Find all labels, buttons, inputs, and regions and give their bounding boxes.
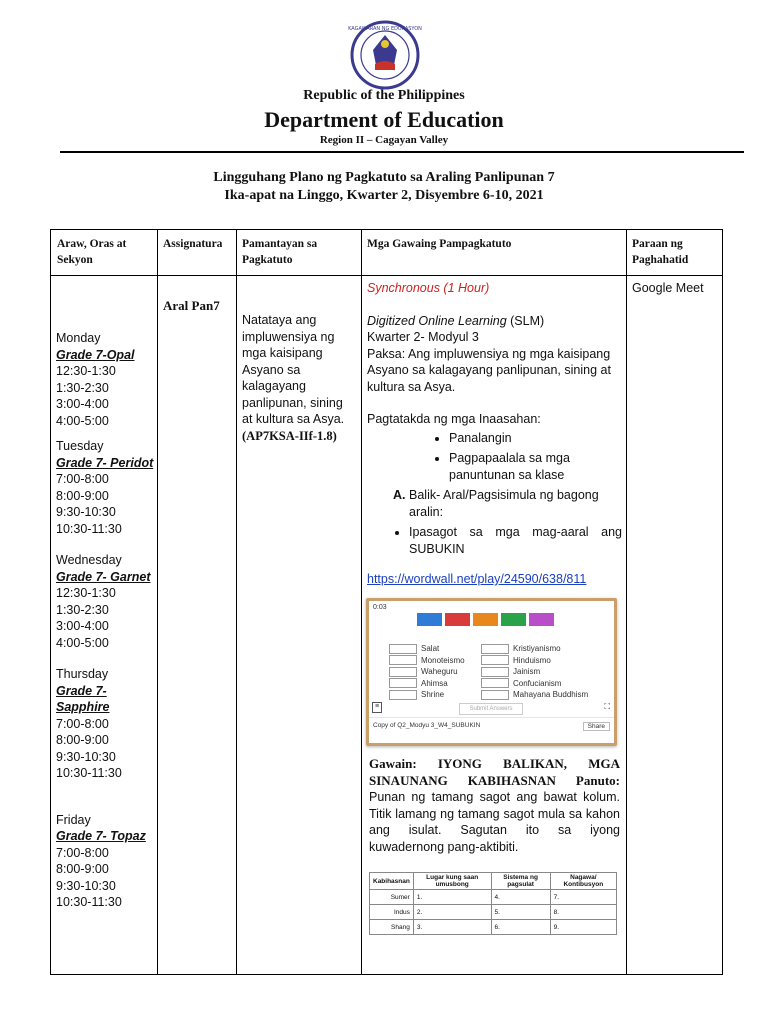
schedule-monday bbox=[56, 330, 156, 429]
table-header-row bbox=[370, 873, 617, 890]
republic-heading: Republic of the Philippines bbox=[303, 88, 465, 103]
match-row bbox=[389, 666, 604, 678]
time-slot: 8:00-9:00 bbox=[56, 862, 109, 876]
activity-title: Copy of Q2_Modyu 3_W4_SUBUKIN bbox=[373, 722, 481, 729]
column-header: Nagawa/ Kontibusyon bbox=[550, 873, 616, 890]
time-slot: 10:30-11:30 bbox=[56, 521, 122, 536]
drop-box[interactable] bbox=[481, 667, 509, 677]
answer-tile[interactable] bbox=[529, 613, 554, 626]
word-label: Kristiyanismo bbox=[513, 644, 561, 654]
drop-box[interactable] bbox=[389, 690, 417, 700]
footer-divider bbox=[369, 717, 614, 718]
share-button[interactable]: Share bbox=[583, 722, 610, 731]
word-label: Mahayana Buddhism bbox=[513, 690, 589, 700]
column-divider bbox=[361, 230, 362, 974]
time-slot: 9:30-10:30 bbox=[56, 878, 116, 893]
day-label: Monday bbox=[56, 331, 101, 345]
activity-footer bbox=[373, 722, 610, 731]
header-rule bbox=[60, 151, 744, 153]
day-label: Friday bbox=[56, 812, 91, 827]
synchronous-label: Synchronous (1 Hour) bbox=[367, 281, 490, 295]
list-item: • Panalangin bbox=[449, 430, 622, 447]
time-slot: 4:00-5:00 bbox=[56, 413, 109, 428]
header-assignatura: Assignatura bbox=[163, 238, 223, 250]
header-paraan: Paraan ng Paghahatid bbox=[632, 238, 689, 266]
word-label: Shrine bbox=[421, 690, 445, 700]
answer-tiles bbox=[417, 613, 554, 626]
table-cell: 2. bbox=[413, 905, 491, 920]
timer-label: 0:03 bbox=[373, 604, 387, 611]
table-cell: 3. bbox=[413, 920, 491, 935]
gawain-heading: Gawain: IYONG BALIKAN, MGA SINAUNANG KABIHASNAN Panuto: bbox=[369, 756, 620, 788]
list-item: • Pagpapaalala sa mga panuntunan sa klase bbox=[449, 450, 622, 483]
standard-cell bbox=[242, 312, 354, 444]
time-slot: 4:00-5:00 bbox=[56, 635, 109, 650]
table-cell: 6. bbox=[491, 920, 550, 935]
time-slot: 1:30-2:30 bbox=[56, 380, 109, 395]
plan-subtitle: Ika-apat na Linggo, Kwarter 2, Disyembre 6-10, 2021 bbox=[224, 188, 544, 203]
svg-text:KAGAWARAN NG EDUKASYON: KAGAWARAN NG EDUKASYON bbox=[348, 26, 422, 32]
word-label: Ahimsa bbox=[421, 678, 448, 688]
header-pamantayan: Pamantayan sa Pagkatuto bbox=[242, 238, 318, 266]
table-cell: Shang bbox=[370, 920, 414, 935]
time-slot: 9:30-10:30 bbox=[56, 749, 116, 764]
table-cell: Sumer bbox=[370, 890, 414, 905]
list-item: A. Balik- Aral/Pagsisimula ng bagong aralin: bbox=[409, 487, 622, 520]
word-label: Monoteismo bbox=[421, 655, 465, 665]
activities-cell bbox=[367, 280, 622, 588]
schedule-thursday bbox=[56, 666, 156, 782]
column-header: Lugar kung saan umusbong bbox=[413, 873, 491, 890]
drop-box[interactable] bbox=[389, 678, 417, 688]
time-slot: 1:30-2:30 bbox=[56, 602, 109, 617]
table-cell: 1. bbox=[413, 890, 491, 905]
day-label: Tuesday bbox=[56, 439, 104, 453]
wordwall-activity-preview[interactable] bbox=[366, 598, 617, 746]
word-label: Jainism bbox=[513, 667, 541, 677]
column-divider bbox=[236, 230, 237, 974]
schedule-tuesday bbox=[56, 438, 156, 537]
match-rows bbox=[389, 643, 604, 701]
grade-section: Grade 7- Garnet bbox=[56, 569, 151, 584]
wordwall-link[interactable]: https://wordwall.net/play/24590/638/811 bbox=[367, 572, 587, 586]
drop-box[interactable] bbox=[481, 655, 509, 665]
word-label: Waheguru bbox=[421, 667, 458, 677]
pagtatakda-label: Pagtatakda ng mga Inaasahan: bbox=[367, 412, 541, 426]
drop-box[interactable] bbox=[389, 667, 417, 677]
time-slot: 12:30-1:30 bbox=[56, 364, 116, 378]
table-row bbox=[370, 905, 617, 920]
schedule-wednesday bbox=[56, 552, 156, 651]
time-slot: 7:00-8:00 bbox=[56, 472, 109, 486]
answer-tile[interactable] bbox=[445, 613, 470, 626]
subject-cell: Aral Pan7 bbox=[163, 298, 220, 313]
table-cell: 4. bbox=[491, 890, 550, 905]
submit-answers-button[interactable]: Submit Answers bbox=[459, 703, 523, 715]
match-row bbox=[389, 643, 604, 655]
column-header: Sistema ng pagsulat bbox=[491, 873, 550, 890]
grade-section: Grade 7-Opal bbox=[56, 347, 135, 362]
department-heading: Department of Education bbox=[264, 107, 504, 132]
deped-seal-logo bbox=[325, 20, 445, 90]
plan-title: Lingguhang Plano ng Pagkatuto sa Araling Panlipunan 7 bbox=[213, 170, 555, 185]
table-cell: 5. bbox=[491, 905, 550, 920]
table-cell: 7. bbox=[550, 890, 616, 905]
time-slot: 8:00-9:00 bbox=[56, 733, 109, 747]
schedule-column bbox=[56, 318, 156, 911]
drop-box[interactable] bbox=[389, 655, 417, 665]
expectation-list bbox=[367, 430, 622, 484]
header-row-divider bbox=[51, 275, 722, 276]
grade-section: Grade 7- Sapphire bbox=[56, 683, 110, 714]
column-divider bbox=[157, 230, 158, 974]
table-row bbox=[370, 920, 617, 935]
gawain-instructions bbox=[369, 756, 620, 855]
drop-box[interactable] bbox=[481, 644, 509, 654]
column-divider bbox=[626, 230, 627, 974]
match-row bbox=[389, 655, 604, 667]
kwarter-label: Kwarter 2- Modyul 3 bbox=[367, 330, 479, 344]
table-cell: 8. bbox=[550, 905, 616, 920]
day-label: Wednesday bbox=[56, 553, 122, 567]
gawain-text: Punan ng tamang sagot ang bawat kolum. Titik lamang ng tamang sagot mula sa kahon ang isulat. Sagutan ito sa iyong kuwadernong pang-aktibiti. bbox=[369, 790, 620, 854]
list-item: • Ipasagot sa mga mag-aaral ang SUBUKIN bbox=[409, 524, 622, 557]
match-row bbox=[389, 689, 604, 701]
grade-section: Grade 7- Peridot bbox=[56, 455, 154, 470]
drop-box[interactable] bbox=[481, 678, 509, 688]
time-slot: 9:30-10:30 bbox=[56, 505, 116, 519]
paksa-text: Paksa: Ang impluwensiya ng mga kaisipang Asyano sa kalagayang panlipunan, sining at kultura sa Asya. bbox=[367, 346, 611, 394]
time-slot: 10:30-11:30 bbox=[56, 895, 122, 909]
drop-box[interactable] bbox=[481, 690, 509, 700]
answer-tile[interactable] bbox=[417, 613, 442, 626]
activity-list bbox=[367, 487, 622, 520]
table-cell: 9. bbox=[550, 920, 616, 935]
word-label: Salat bbox=[421, 644, 440, 654]
column-header: Kabihasnan bbox=[370, 873, 414, 890]
word-label: Hinduismo bbox=[513, 655, 551, 665]
time-slot: 3:00-4:00 bbox=[56, 619, 109, 633]
subukin-list bbox=[367, 524, 622, 557]
time-slot: 7:00-8:00 bbox=[56, 845, 109, 860]
delivery-cell: Google Meet bbox=[632, 281, 704, 295]
day-label: Thursday bbox=[56, 667, 109, 681]
kabihasnan-table bbox=[369, 872, 617, 935]
schedule-friday bbox=[56, 812, 156, 911]
drop-box[interactable] bbox=[389, 644, 417, 654]
menu-icon[interactable]: ≡ bbox=[372, 702, 382, 713]
region-heading: Region II – Cagayan Valley bbox=[319, 134, 449, 146]
fullscreen-icon[interactable]: ⛶ bbox=[604, 702, 610, 711]
answer-tile[interactable] bbox=[501, 613, 526, 626]
word-label: Confucianism bbox=[513, 678, 562, 688]
time-slot: 7:00-8:00 bbox=[56, 716, 109, 731]
table-row bbox=[370, 890, 617, 905]
slm-label: (SLM) bbox=[506, 313, 545, 328]
time-slot: 3:00-4:00 bbox=[56, 397, 109, 411]
dol-line bbox=[367, 313, 622, 330]
time-slot: 10:30-11:30 bbox=[56, 766, 122, 780]
dol-label: Digitized Online Learning bbox=[367, 313, 507, 328]
header-gawain: Mga Gawaing Pampagkatuto bbox=[367, 238, 512, 250]
table-cell: Indus bbox=[370, 905, 414, 920]
answer-tile[interactable] bbox=[473, 613, 498, 626]
header-araw: Araw, Oras at Sekyon bbox=[57, 238, 127, 266]
time-slot: 8:00-9:00 bbox=[56, 488, 109, 503]
standard-text: Natataya ang impluwensiya ng mga kaisipang Asyano sa kalagayang panlipunan, sining at kultura sa Asya. bbox=[242, 313, 345, 426]
match-row bbox=[389, 678, 604, 690]
time-slot: 12:30-1:30 bbox=[56, 586, 116, 600]
grade-section: Grade 7- Topaz bbox=[56, 829, 146, 843]
competency-code: (AP7KSA-IIf-1.8) bbox=[242, 428, 337, 443]
